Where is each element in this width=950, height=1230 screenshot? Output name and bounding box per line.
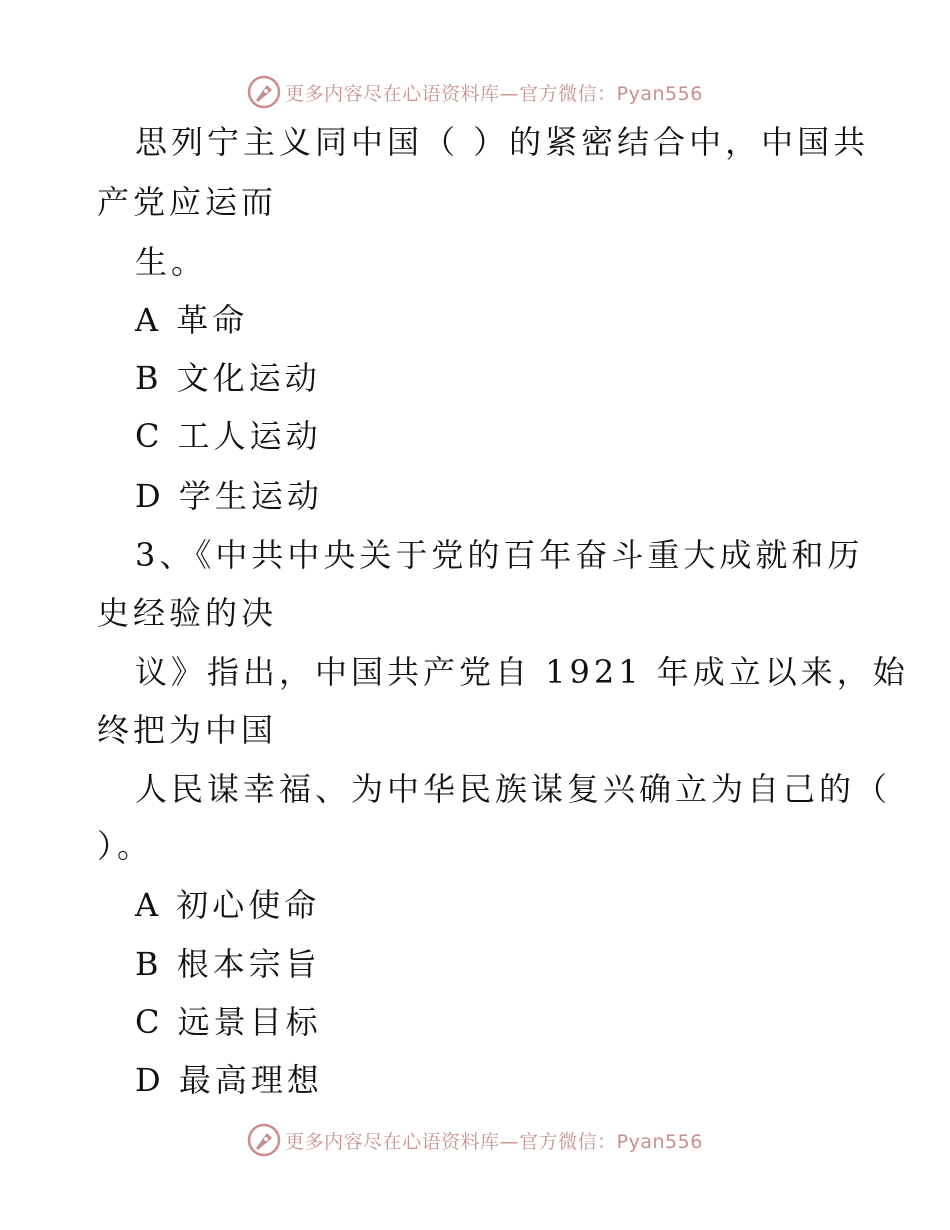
question-text-line: 生。 <box>135 243 208 281</box>
fountain-pen-nib-icon <box>247 1123 281 1157</box>
question-text-line: ）。 <box>97 827 154 865</box>
question-text-line: 议》指出，中国共产党自 1921 年成立以来，始 <box>135 653 909 691</box>
watermark-text: 更多内容尽在心语资料库—官方微信：Pyan556 <box>285 1130 703 1153</box>
question-text-line: 3、《中共中央关于党的百年奋斗重大成就和历 <box>135 536 864 574</box>
option-d: D 最高理想 <box>135 1061 323 1099</box>
option-a: A 革命 <box>135 301 249 339</box>
watermark-text: 更多内容尽在心语资料库—官方微信：Pyan556 <box>285 82 703 105</box>
fountain-pen-nib-icon <box>247 75 281 109</box>
question-text-line: 人民谋幸福、为中华民族谋复兴确立为自己的（ <box>135 770 892 808</box>
option-b: B 文化运动 <box>135 359 321 397</box>
question-text-line: 终把为中国 <box>97 711 278 749</box>
option-b: B 根本宗旨 <box>135 945 321 983</box>
header-watermark <box>0 72 950 112</box>
option-d: D 学生运动 <box>135 477 323 515</box>
option-c: C 远景目标 <box>135 1003 322 1041</box>
question-text-line: 思列宁主义同中国（ ）的紧密结合中，中国共 <box>135 123 870 161</box>
option-c: C 工人运动 <box>135 417 322 455</box>
question-text-line: 史经验的决 <box>97 594 278 632</box>
footer-watermark <box>0 1120 950 1160</box>
option-a: A 初心使命 <box>135 886 321 924</box>
question-text-line: 产党应运而 <box>97 183 278 221</box>
